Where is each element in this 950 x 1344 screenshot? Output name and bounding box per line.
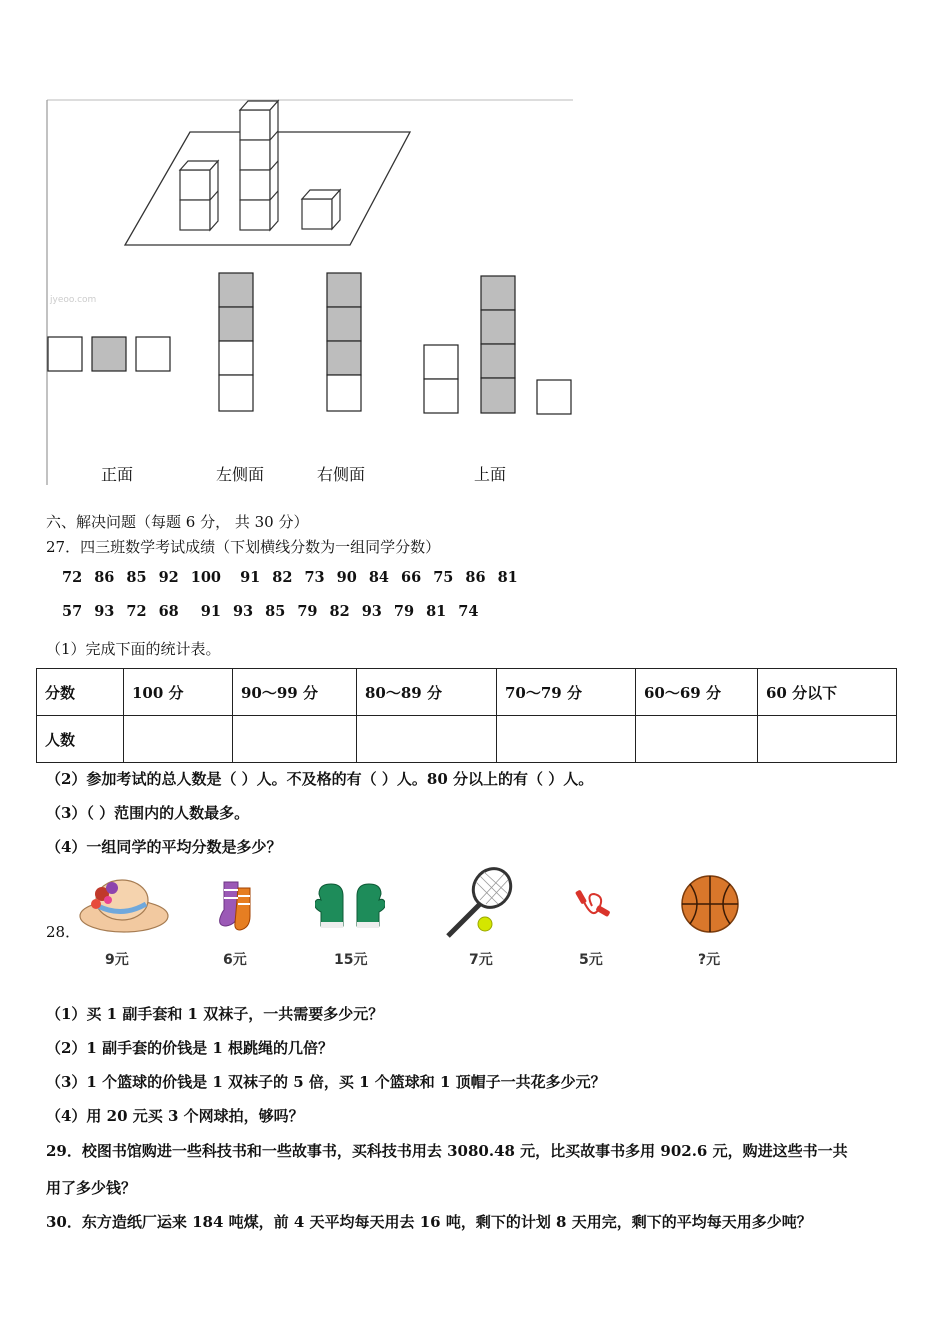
q27-title: 27．四三班数学考试成绩（下划横线分数为一组同学分数）: [46, 538, 441, 556]
view-option-3: [327, 273, 361, 411]
hat-icon: [76, 874, 172, 938]
answer-cell[interactable]: [357, 716, 497, 763]
view-option-2: [219, 273, 253, 411]
view-label-left: 左侧面: [216, 465, 265, 484]
score: 73: [304, 569, 325, 586]
q28-sub3: （3）1 个篮球的价钱是 1 双袜子的 5 倍，买 1 个篮球和 1 顶帽子一共花多少元？: [46, 1073, 606, 1091]
score-group: [62, 569, 223, 586]
q28-sub4: （4）用 20 元买 3 个网球拍，够吗？: [46, 1107, 304, 1125]
answer-cell[interactable]: [636, 716, 758, 763]
price-socks: 6元: [223, 952, 247, 968]
score: 100: [190, 569, 222, 586]
score: 82: [329, 603, 350, 620]
cube-stack-4: [240, 101, 278, 230]
jump-rope-icon: [572, 884, 616, 928]
answer-cell[interactable]: [124, 716, 233, 763]
price-hat: 9元: [105, 952, 129, 968]
q27-sub1: （1）完成下面的统计表。: [46, 640, 221, 658]
table-header-cell: 100 分: [124, 669, 233, 716]
cube-single: [302, 190, 340, 229]
score: 91: [200, 603, 221, 620]
cube-views-figure: [40, 95, 580, 490]
price-basketball: ?元: [698, 952, 721, 968]
score: 79: [393, 603, 415, 620]
svg-text:jyeoo.com: jyeoo.com: [50, 295, 97, 305]
answer-cell[interactable]: [758, 716, 897, 763]
score: 57: [62, 603, 83, 620]
score: 75: [433, 569, 454, 586]
score: 72: [126, 603, 147, 620]
table-row-label: 人数: [37, 716, 124, 763]
score: 93: [94, 603, 115, 620]
view-option-4: [424, 276, 571, 414]
score: 66: [401, 569, 422, 586]
q29-line2: 用了多少钱？: [46, 1179, 137, 1197]
q27-sub4: （4）一组同学的平均分数是多少？: [46, 838, 282, 856]
score: 93: [232, 603, 254, 620]
gloves-icon: [315, 880, 385, 932]
score: 86: [465, 569, 486, 586]
table-header-cell: 60～69 分: [636, 669, 758, 716]
table-header-cell: 分数: [37, 669, 124, 716]
stats-table: [36, 668, 897, 763]
score: 68: [158, 603, 179, 620]
cube-stack-2: [180, 161, 218, 230]
score: 86: [94, 569, 115, 586]
score: 74: [458, 603, 479, 620]
q27-sub3: （3）（ ）范围内的人数最多。: [46, 804, 250, 822]
score: 93: [361, 603, 382, 620]
table-header-cell: 80～89 分: [357, 669, 497, 716]
q30-text: 30．东方造纸厂运来 184 吨煤，前 4 天平均每天用去 16 吨，剩下的计划 8 天用完，剩下的平均每天用多少吨？: [46, 1213, 812, 1231]
q28-sub2: （2）1 副手套的价钱是 1 根跳绳的几倍？: [46, 1039, 333, 1057]
score-row-2: [62, 603, 490, 620]
table-row: [37, 716, 897, 763]
socks-icon: [216, 878, 260, 934]
score: 85: [126, 569, 147, 586]
q28-sub1: （1）买 1 副手套和 1 双袜子，一共需要多少元？: [46, 1005, 384, 1023]
tennis-racket-icon: [440, 866, 516, 940]
score: 82: [272, 569, 293, 586]
q27-sub2: （2）参加考试的总人数是（ ）人。不及格的有（ ）人。80 分以上的有（ ）人。: [46, 770, 594, 788]
view-label-front: 正面: [101, 465, 134, 484]
table-header-cell: 90～99 分: [233, 669, 357, 716]
score: 92: [158, 569, 179, 586]
score: 91: [240, 569, 261, 586]
table-header-cell: 60 分以下: [758, 669, 897, 716]
q29-line1: 29．校图书馆购进一些科技书和一些故事书，买科技书用去 3080.48 元，比买故事书多用 902.6 元，购进这些书一共: [46, 1142, 848, 1160]
score: 81: [497, 569, 518, 586]
table-header-cell: 70～79 分: [497, 669, 636, 716]
view-label-top: 上面: [474, 465, 507, 484]
score: 85: [265, 603, 286, 620]
q28-number: 28．: [46, 923, 81, 941]
score: 81: [426, 603, 447, 620]
table-header-row: [37, 669, 897, 716]
answer-cell[interactable]: [497, 716, 636, 763]
score: 84: [368, 569, 390, 586]
answer-cell[interactable]: [233, 716, 357, 763]
score: 79: [297, 603, 318, 620]
view-label-right: 右侧面: [317, 465, 366, 484]
score-row-1: [62, 569, 530, 586]
price-gloves: 15元: [334, 952, 368, 968]
view-option-1: [48, 337, 170, 371]
price-racket: 7元: [469, 952, 493, 968]
score: 72: [62, 569, 83, 586]
section-heading: 六、解决问题（每题 6 分， 共 30 分）: [46, 513, 309, 531]
score: 90: [336, 569, 357, 586]
basketball-icon: [680, 874, 740, 934]
price-rope: 5元: [579, 952, 603, 968]
